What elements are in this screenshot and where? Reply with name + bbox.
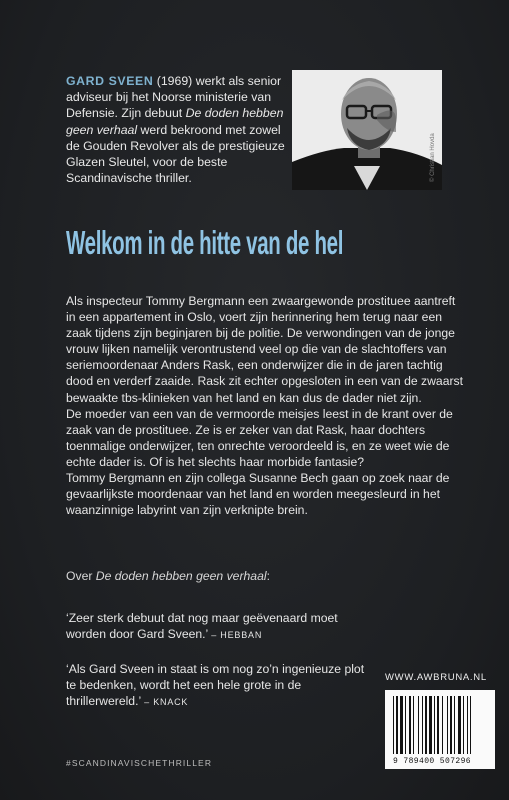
about-title: De doden hebben geen verhaal <box>95 569 267 583</box>
about-line <box>66 569 270 583</box>
review-quote-2 <box>66 661 376 710</box>
barcode-bar <box>463 696 464 754</box>
barcode-bar <box>447 696 448 754</box>
barcode-bar <box>458 696 461 754</box>
blurb-paragraph-2: De moeder van een van de vermoorde meisjes leest in de krant over de zaak van de prostituee. Ze is er zeker van dat Rask, haar dochters toenmalige onderwijzer, ten onrechte veroordeeld is, en ze weet wie de echte dader is. Of is het slechts haar morbide fantasie? <box>66 406 453 469</box>
barcode-bar <box>405 696 406 754</box>
isbn-number: 9 789400 507296 <box>393 757 472 766</box>
barcode-bar <box>442 696 443 754</box>
quote-source: – HEBBAN <box>211 630 263 641</box>
barcode-bar <box>413 696 414 754</box>
hashtag: #SCANDINAVISCHETHRILLER <box>66 758 213 768</box>
about-suffix: : <box>266 569 270 583</box>
barcode-bar <box>418 696 419 754</box>
bio-text-2: werd bekroond met zowel de Gouden Revolver als de prestigieuze Glazen Sleutel, voor de beste Scandinavische thriller. <box>66 122 285 186</box>
barcode-bar <box>393 696 394 754</box>
quote-text: ‘Zeer sterk debuut dat nog maar geëvenaard moet worden door Gard Sveen.’ <box>66 611 338 642</box>
barcode-bar <box>450 696 452 754</box>
blurb <box>66 293 466 518</box>
barcode-bar <box>434 696 435 754</box>
barcode-bar <box>454 696 455 754</box>
barcode-bar <box>400 696 403 754</box>
photo-credit: © Christian Hovda <box>430 133 436 182</box>
headline: Welkom in de hitte van de hel <box>66 224 344 261</box>
quote-source: – KNACK <box>144 697 189 708</box>
review-quote-1 <box>66 610 376 643</box>
barcode-bar <box>422 696 423 754</box>
barcode-bar <box>470 696 471 754</box>
blurb-paragraph-1: Als inspecteur Tommy Bergmann een zwaargewonde prostituee aantreft in een appartement in Oslo, voert zijn herinnering hem terug naar een zaak tijdens zijn beginjaren bij de politie. De verwondingen van de jonge vrouw lijken namelijk verontrustend veel op die van de slachtoffers van seriemoordenaar Anders Rask, een onderwijzer die in de jaren tachtig dood en verderf zaaide. Rask zit echter opgesloten in een van de zwaarst bewaakte tbs-klinieken van het land en kan dus de dader niet zijn. <box>66 294 464 405</box>
barcode-bar <box>429 696 432 754</box>
blurb-paragraph-3: Tommy Bergmann en zijn collega Susanne Bech gaan op zoek naar de gevaarlijkste moordenaar van het land en worden meegesleurd in het waanzinnige labyrint van zijn verknipte brein. <box>66 471 450 518</box>
author-name: GARD SVEEN <box>66 74 154 88</box>
barcode-bar <box>409 696 411 754</box>
barcode-bar <box>396 696 398 754</box>
debut-title: De doden hebben geen verhaal <box>66 106 284 137</box>
author-bio <box>66 73 288 186</box>
about-prefix: Over <box>66 569 96 583</box>
publisher-url: WWW.AWBRUNA.NL <box>385 672 487 683</box>
author-photo <box>292 70 442 190</box>
quote-text: ‘Als Gard Sveen in staat is om nog zo’n ingenieuze plot te bedenken, wordt het een hele grote in de thrillerwereld.’ <box>66 662 365 709</box>
bio-text-1: (1969) werkt als senior adviseur bij het Noorse ministerie van Defensie. Zijn debuut <box>66 74 282 121</box>
barcode-bar <box>425 696 427 754</box>
barcode-bar <box>467 696 468 754</box>
barcode-bar <box>437 696 439 754</box>
